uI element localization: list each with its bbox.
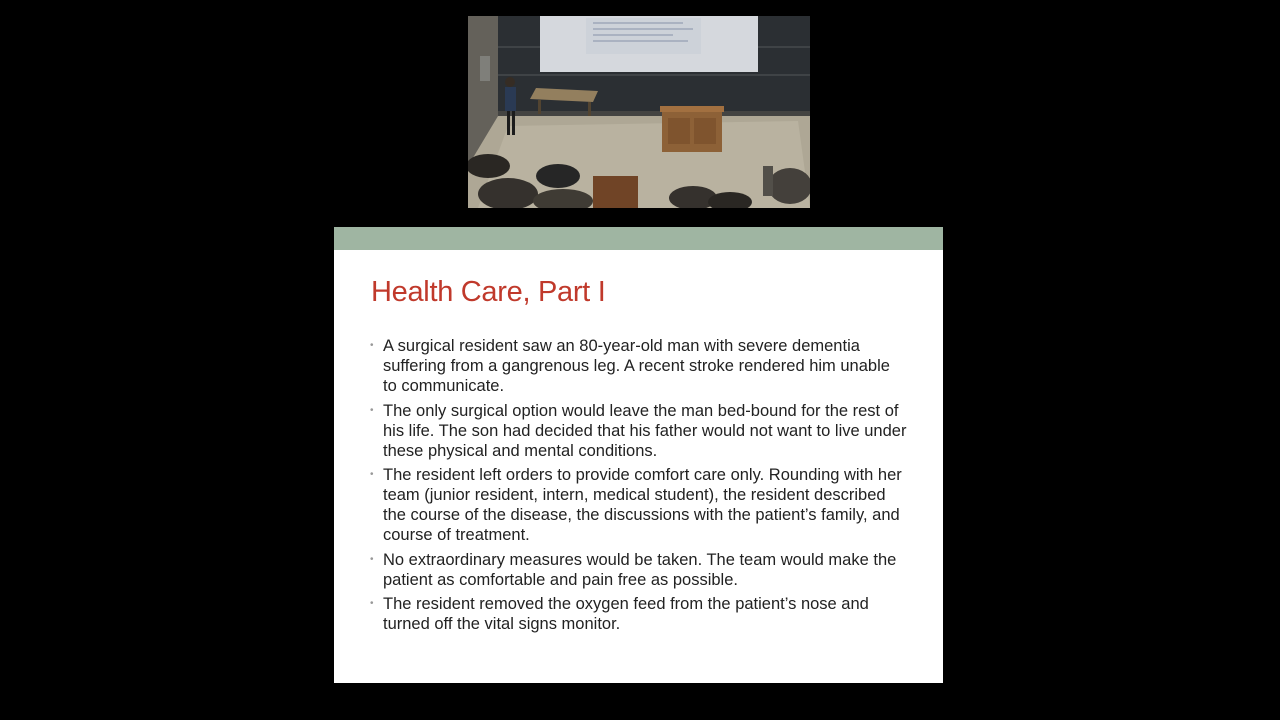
bullet-icon: • <box>370 469 374 480</box>
slide-bullet-text: A surgical resident saw an 80-year-old man with severe dementia suffering from a gangrenous leg. A recent stroke rendered him unable to communicate. <box>383 337 890 395</box>
slide-bullet-item <box>368 336 908 396</box>
bullet-icon: • <box>370 404 374 416</box>
slide-bullet-text: No extraordinary measures would be taken. The team would make the patient as comfortable and pain free as possible. <box>383 550 897 589</box>
bullet-icon: • <box>370 598 374 609</box>
slide-bullet-item <box>368 465 908 545</box>
slide-bullet-text: The resident left orders to provide comfort care only. Rounding with her team (junior resident, intern, medical student), the resident described the course of the disease, the discussions with the patient’s family, and course of treatment. <box>383 466 902 544</box>
slide-bullet-item <box>368 550 908 590</box>
slide-title: Health Care, Part I <box>371 276 606 308</box>
lecture-hall-camera-feed <box>468 16 810 208</box>
lecture-hall-scene <box>468 16 810 208</box>
slide-bullet-text: The only surgical option would leave the man bed-bound for the rest of his life. The son had decided that his father would not want to live under these physical and mental conditions. <box>383 401 907 460</box>
slide-bullet-list <box>368 336 908 639</box>
presentation-slide <box>334 227 943 683</box>
bullet-icon: • <box>370 340 374 351</box>
slide-header-bar <box>334 227 943 250</box>
slide-bullet-text: The resident removed the oxygen feed from the patient’s nose and turned off the vital signs monitor. <box>383 595 869 633</box>
slide-bullet-item <box>368 594 908 634</box>
slide-bullet-item <box>368 401 908 461</box>
bullet-icon: • <box>370 553 374 565</box>
